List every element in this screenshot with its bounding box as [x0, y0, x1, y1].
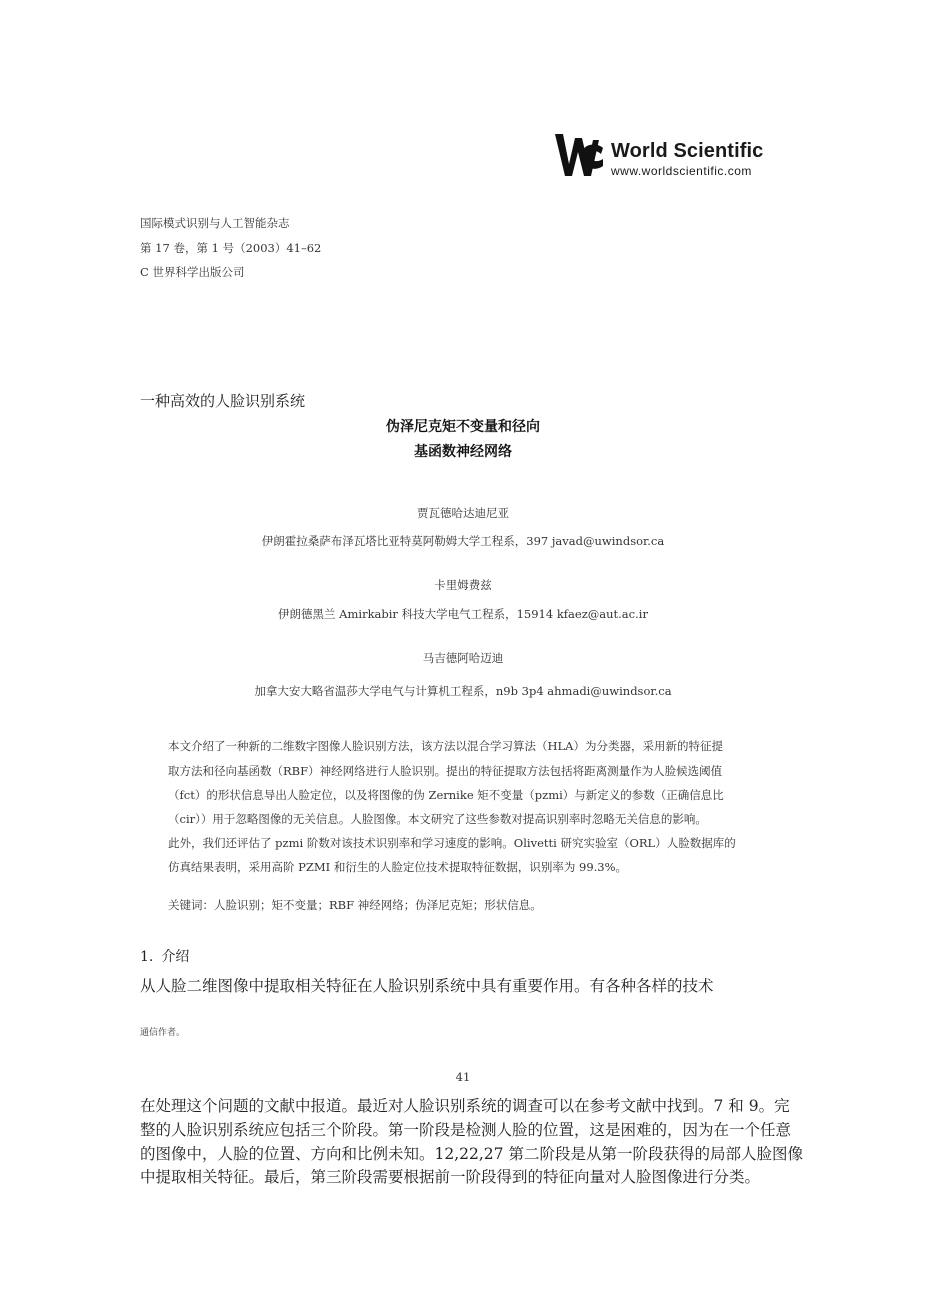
body-line: 的图像中，人脸的位置、方向和比例未知。12,22,27 第二阶段是从第一阶段获得的局部人脸图像: [140, 1145, 803, 1163]
author-name: 卡里姆费兹: [434, 578, 492, 592]
world-scientific-logo-icon: [553, 130, 605, 180]
page-number: 41: [455, 1070, 471, 1084]
body-line: 整的人脸识别系统应包括三个阶段。第一阶段是检测人脸的位置，这是困难的，因为在一个任意: [140, 1121, 792, 1139]
author-affiliation: 伊朗德黑兰 Amirkabir 科技大学电气工程系，15914 kfaez@aut.ac.ir: [278, 607, 648, 621]
body-line: 在处理这个问题的文献中报道。最近对人脸识别系统的调查可以在参考文献中找到。7 和 9。完: [140, 1097, 790, 1115]
abstract-line: （cir））用于忽略图像的无关信息。人脸图像。本文研究了这些参数对提高识别率时忽略无关信息的影响。: [168, 812, 707, 826]
footnote: 通信作者。: [140, 1028, 186, 1038]
abstract-line: （fct）的形状信息导出人脸定位，以及将图像的伪 Zernike 矩不变量（pzmi）与新定义的参数（正确信息比: [168, 788, 724, 802]
journal-volume: 第 17 卷，第 1 号（2003）41–62: [140, 241, 322, 255]
abstract-line: 仿真结果表明，采用高阶 PZMI 和衍生的人脸定位技术提取特征数据，识别率为 99.3%。: [168, 860, 628, 874]
journal-publisher: C 世界科学出版公司: [140, 265, 245, 279]
keywords: 关键词：人脸识别；矩不变量；RBF 神经网络；伪泽尼克矩；形状信息。: [168, 898, 542, 912]
author-name: 马吉德阿哈迈迪: [422, 651, 504, 665]
author-name: 贾瓦德哈达迪尼亚: [417, 506, 509, 520]
body-line: 中提取相关特征。最后，第三阶段需要根据前一阶段得到的特征向量对人脸图像进行分类。: [140, 1168, 761, 1186]
section-heading: [140, 946, 189, 966]
section-number: 1.: [140, 949, 154, 965]
publisher-logo: [553, 130, 768, 182]
journal-name: 国际模式识别与人工智能杂志: [140, 216, 290, 230]
abstract-line: 本文介绍了一种新的二维数字图像人脸识别方法，该方法以混合学习算法（HLA）为分类器，采用新的特征提: [168, 739, 723, 753]
logo-name: World Scientific: [611, 140, 764, 162]
author-affiliation: 伊朗霍拉桑萨布泽瓦塔比亚特莫阿勒姆大学工程系，397 javad@uwindsor.ca: [261, 534, 665, 548]
abstract-line: 此外，我们还评估了 pzmi 阶数对该技术识别率和学习速度的影响。Olivetti 研究实验室（ORL）人脸数据库的: [168, 836, 736, 850]
logo-url: www.worldscientific.com: [611, 164, 752, 178]
title-kicker: 一种高效的人脸识别系统: [140, 392, 306, 410]
paper-title-line-2: 基函数神经网络: [414, 444, 512, 460]
abstract-line: 取方法和径向基函数（RBF）神经网络进行人脸识别。提出的特征提取方法包括将距离测量作为人脸候选阈值: [168, 764, 723, 778]
paper-title-line-1: 伪泽尼克矩不变量和径向: [386, 419, 540, 435]
author-affiliation: 加拿大安大略省温莎大学电气与计算机工程系，n9b 3p4 ahmadi@uwindsor.ca: [254, 684, 672, 698]
intro-paragraph-line: 从人脸二维图像中提取相关特征在人脸识别系统中具有重要作用。有各种各样的技术: [140, 977, 714, 995]
section-title: 介绍: [161, 949, 190, 965]
